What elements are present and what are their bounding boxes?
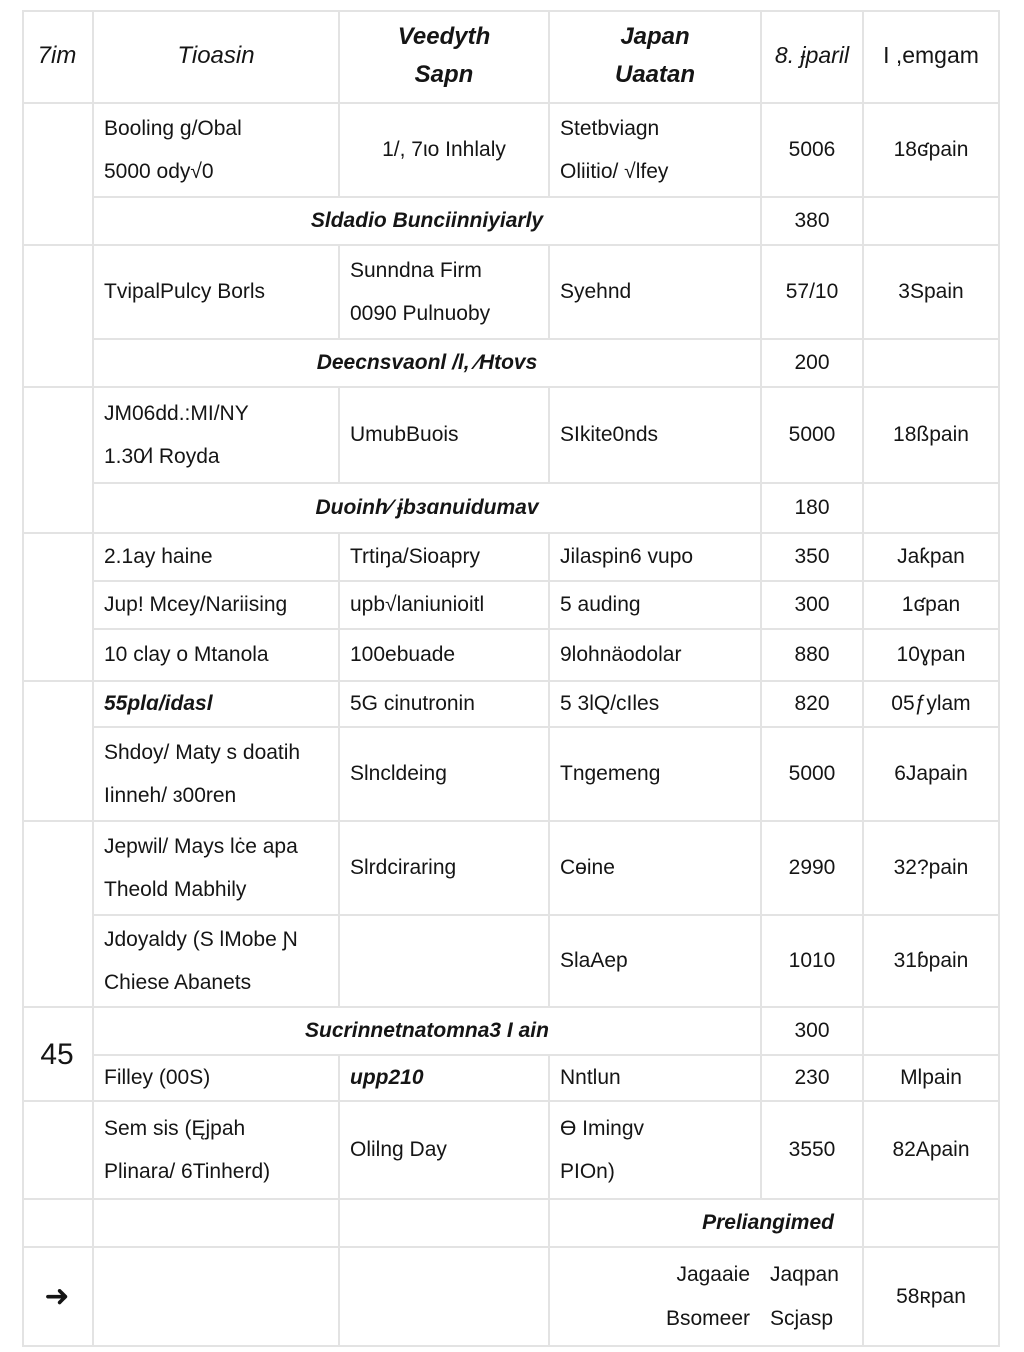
cell-text: 9lohnäodolar bbox=[560, 643, 682, 667]
cell-text: Jagaaie bbox=[676, 1263, 750, 1287]
header-label: 8. ɉparil bbox=[774, 42, 850, 69]
location-cell bbox=[864, 1102, 1000, 1200]
location-cell bbox=[864, 388, 1000, 484]
activity-cell bbox=[94, 682, 340, 728]
detail-cell bbox=[340, 630, 550, 682]
amount-cell bbox=[762, 630, 864, 682]
cell-text: 57/10 bbox=[785, 280, 839, 304]
activity-cell bbox=[94, 822, 340, 916]
cell-text: 3Spain bbox=[898, 280, 964, 304]
activity-cell bbox=[94, 630, 340, 682]
location-cell bbox=[864, 198, 1000, 246]
cell-text: Shdoy/ Maty s doatih bbox=[104, 740, 301, 764]
detail-cell bbox=[340, 682, 550, 728]
cell-text: Slncldeing bbox=[350, 762, 447, 786]
cell-text: 300 bbox=[794, 593, 830, 617]
header-label: I ,emgam bbox=[883, 42, 979, 69]
activity-cell bbox=[94, 916, 340, 1008]
activity-cell bbox=[94, 104, 340, 198]
place-cell bbox=[550, 388, 762, 484]
location-cell bbox=[864, 1056, 1000, 1102]
activity-cell bbox=[94, 1200, 340, 1248]
place-cell bbox=[550, 682, 762, 728]
cell-text: Slrdciraring bbox=[350, 856, 457, 880]
cell-text: Oliitio/ √lfey bbox=[560, 160, 669, 183]
cell-text: Tngemeng bbox=[560, 762, 661, 786]
cell-text: PIOn) bbox=[560, 1160, 615, 1183]
cell-text: Scjasp bbox=[770, 1306, 834, 1330]
time-cell bbox=[22, 104, 94, 246]
amount-cell bbox=[762, 246, 864, 340]
header-label: 7im bbox=[37, 41, 77, 69]
detail-cell bbox=[340, 1248, 550, 1347]
location-cell bbox=[864, 534, 1000, 582]
cell-text: 3550 bbox=[788, 1138, 836, 1162]
cell-text: 380 bbox=[794, 209, 830, 233]
activity-cell bbox=[94, 728, 340, 822]
location-cell bbox=[864, 682, 1000, 728]
location-cell bbox=[864, 630, 1000, 682]
cell-text: 880 bbox=[794, 643, 830, 667]
cell-text: Mlpain bbox=[900, 1066, 962, 1090]
header-cell bbox=[762, 10, 864, 104]
cell-text: SIkite0nds bbox=[560, 423, 659, 447]
cell-text: 1ʛpan bbox=[901, 593, 961, 617]
cell-text: 82Apain bbox=[892, 1138, 970, 1162]
detail-cell bbox=[340, 388, 550, 484]
cell-text: Chiese Abanets bbox=[104, 971, 252, 994]
cell-text: Theold Mabhily bbox=[104, 878, 247, 901]
section-title: Deecnsvaonl /l, ⁄Htovs bbox=[316, 351, 538, 375]
cell-text: Jaqpan bbox=[770, 1263, 839, 1287]
cell-text: 32?pain bbox=[893, 856, 969, 880]
time-cell bbox=[22, 534, 94, 682]
header-cell bbox=[94, 10, 340, 104]
time-label: 45 bbox=[40, 1037, 74, 1071]
location-cell bbox=[864, 728, 1000, 822]
activity-cell bbox=[94, 1102, 340, 1200]
cell-text: TvipalPulcy Borls bbox=[104, 280, 266, 304]
cell-text: 5000 bbox=[788, 762, 836, 786]
cell-text: Booling g/Obal bbox=[104, 116, 242, 140]
time-cell bbox=[22, 1248, 94, 1347]
cell-text: 230 bbox=[794, 1066, 830, 1090]
location-cell bbox=[864, 822, 1000, 916]
section-cell bbox=[94, 484, 762, 534]
cell-text: 820 bbox=[794, 692, 830, 716]
cell-text: 350 bbox=[794, 545, 830, 569]
location-cell bbox=[864, 1248, 1000, 1347]
cell-text: 200 bbox=[794, 351, 830, 375]
cell-text: Cɵine bbox=[560, 856, 615, 880]
amount-cell bbox=[762, 582, 864, 630]
location-cell bbox=[864, 1200, 1000, 1248]
location-cell bbox=[864, 246, 1000, 340]
detail-cell bbox=[340, 1056, 550, 1102]
time-cell bbox=[22, 246, 94, 388]
cell-text: Jaƙpan bbox=[897, 545, 965, 569]
cell-text: 18ʛpain bbox=[893, 138, 969, 162]
detail-cell bbox=[340, 582, 550, 630]
cell-text: 05ƒylam bbox=[891, 692, 971, 716]
activity-cell bbox=[94, 388, 340, 484]
cell-text: 5000 ody√0 bbox=[104, 160, 214, 183]
activity-cell bbox=[94, 534, 340, 582]
amount-cell bbox=[762, 1008, 864, 1056]
detail-cell bbox=[340, 1102, 550, 1200]
section-title: Duoinh⁄ ɉbɜɑnuidumav bbox=[315, 496, 539, 520]
cell-text: UmubBuois bbox=[350, 423, 459, 447]
section-cell bbox=[94, 1008, 762, 1056]
amount-cell bbox=[762, 104, 864, 198]
time-cell bbox=[22, 682, 94, 822]
cell-text: 1/, 7ιo Inhlaly bbox=[382, 138, 506, 162]
cell-text: 5006 bbox=[788, 138, 836, 162]
cell-text: 18ßpain bbox=[893, 423, 969, 447]
cell-text: Stetbviagn bbox=[560, 116, 660, 140]
place-cell bbox=[550, 728, 762, 822]
amount-cell bbox=[762, 822, 864, 916]
cell-text: 5 auding bbox=[560, 593, 641, 617]
cell-text: 6Japain bbox=[894, 762, 968, 786]
detail-cell bbox=[340, 916, 550, 1008]
detail-cell bbox=[340, 104, 550, 198]
cell-text: 300 bbox=[794, 1019, 830, 1043]
activity-cell bbox=[94, 246, 340, 340]
activity-cell bbox=[94, 582, 340, 630]
activity-cell bbox=[94, 1248, 340, 1347]
detail-cell bbox=[340, 822, 550, 916]
header-cell bbox=[340, 10, 550, 104]
detail-cell bbox=[340, 246, 550, 340]
location-cell bbox=[864, 1008, 1000, 1056]
header-label: Japan bbox=[620, 22, 690, 50]
cell-text: JM06dd.:MI/NY bbox=[104, 401, 249, 425]
amount-cell bbox=[762, 198, 864, 246]
cell-text: Jepwil/ Mays lċe apa bbox=[104, 834, 298, 858]
place-cell bbox=[550, 630, 762, 682]
cell-text: SlaAep bbox=[560, 949, 628, 973]
cell-text: 0090 Pulnuoby bbox=[350, 302, 491, 325]
location-cell bbox=[864, 582, 1000, 630]
amount-cell bbox=[762, 1248, 864, 1347]
cell-text: Jdoyaldy (S lMobe Ɲ bbox=[104, 927, 298, 951]
cell-text: 1010 bbox=[788, 949, 836, 973]
cell-text: 31ɓpain bbox=[893, 949, 969, 973]
location-cell bbox=[864, 916, 1000, 1008]
place-cell bbox=[550, 916, 762, 1008]
time-cell bbox=[22, 1200, 94, 1248]
cell-text: Jilaspin6 vupo bbox=[560, 545, 694, 569]
place-cell bbox=[550, 822, 762, 916]
section-cell bbox=[94, 198, 762, 246]
header-label: Sapn bbox=[414, 61, 474, 88]
cell-text: 5 3lQ/cIles bbox=[560, 692, 660, 716]
place-cell bbox=[550, 1102, 762, 1200]
cell-text: upb√laniunioitl bbox=[350, 593, 485, 617]
time-cell bbox=[22, 1102, 94, 1200]
section-cell bbox=[94, 340, 762, 388]
cell-text: Plinara/ 6Tinherd) bbox=[104, 1160, 271, 1183]
detail-cell bbox=[340, 534, 550, 582]
amount-cell bbox=[762, 728, 864, 822]
amount-cell bbox=[762, 534, 864, 582]
section-title: Sucrinnetnatomna3 I ain bbox=[305, 1019, 549, 1043]
cell-text: Preliangimed bbox=[702, 1211, 834, 1235]
amount-cell bbox=[762, 340, 864, 388]
activity-cell bbox=[94, 1056, 340, 1102]
time-cell bbox=[22, 1008, 94, 1102]
cell-text: 10 clay o Mtanola bbox=[104, 643, 269, 667]
place-cell bbox=[550, 1248, 762, 1347]
cell-text: 180 bbox=[794, 496, 830, 520]
location-cell bbox=[864, 104, 1000, 198]
cell-text: 55plɑ/idasl bbox=[104, 692, 213, 716]
detail-cell bbox=[340, 1200, 550, 1248]
amount-cell bbox=[762, 484, 864, 534]
cell-text: Nntlun bbox=[560, 1066, 621, 1090]
amount-cell bbox=[762, 682, 864, 728]
cell-text: 100ebuade bbox=[350, 643, 456, 667]
cell-text: Filley (00S) bbox=[104, 1066, 211, 1090]
header-label: Uaatan bbox=[614, 61, 696, 88]
header-label: Veedyth bbox=[397, 22, 491, 50]
location-cell bbox=[864, 340, 1000, 388]
cell-text: 58ʀpan bbox=[896, 1284, 966, 1308]
header-cell bbox=[550, 10, 762, 104]
place-cell bbox=[550, 104, 762, 198]
amount-cell bbox=[762, 1102, 864, 1200]
place-cell bbox=[550, 582, 762, 630]
cell-text: 5G cinutronin bbox=[350, 692, 475, 716]
section-title: Sldadio Bunciinniyiarly bbox=[310, 209, 544, 233]
header-label: Tioasin bbox=[177, 41, 255, 69]
cell-text: 2990 bbox=[788, 856, 836, 880]
cell-text: Syehnd bbox=[560, 280, 632, 304]
place-cell bbox=[550, 1056, 762, 1102]
cell-text: 2.1ay haine bbox=[104, 545, 213, 569]
cell-text: upp210 bbox=[350, 1066, 424, 1090]
label-cell bbox=[550, 1200, 864, 1248]
time-cell bbox=[22, 822, 94, 1008]
place-cell bbox=[550, 534, 762, 582]
detail-cell bbox=[340, 728, 550, 822]
cell-text: Sem sis (Ęjpah bbox=[104, 1116, 246, 1140]
amount-cell bbox=[762, 388, 864, 484]
header-cell bbox=[864, 10, 1000, 104]
cell-text: Bsomeer bbox=[665, 1306, 750, 1330]
location-cell bbox=[864, 484, 1000, 534]
cell-text: 10ɣpan bbox=[896, 643, 966, 667]
cell-text: 5000 bbox=[788, 423, 836, 447]
arrow-icon: ➜ bbox=[44, 1280, 70, 1313]
place-cell bbox=[550, 246, 762, 340]
cell-text: Jup! Mcey/Nariising bbox=[104, 593, 288, 617]
amount-cell bbox=[762, 1056, 864, 1102]
time-cell bbox=[22, 388, 94, 534]
cell-text: 1.30⁄l Royda bbox=[104, 445, 220, 468]
header-cell bbox=[22, 10, 94, 104]
amount-cell bbox=[762, 916, 864, 1008]
cell-text: Olilng Day bbox=[350, 1138, 447, 1162]
cell-text: Trtiŋa/Sioapry bbox=[350, 545, 480, 569]
cell-text: Iinneh/ ɜ00ren bbox=[104, 784, 237, 807]
cell-text: ϴ Imingv bbox=[560, 1116, 645, 1140]
cell-text: Sunndna Firm bbox=[350, 258, 482, 282]
